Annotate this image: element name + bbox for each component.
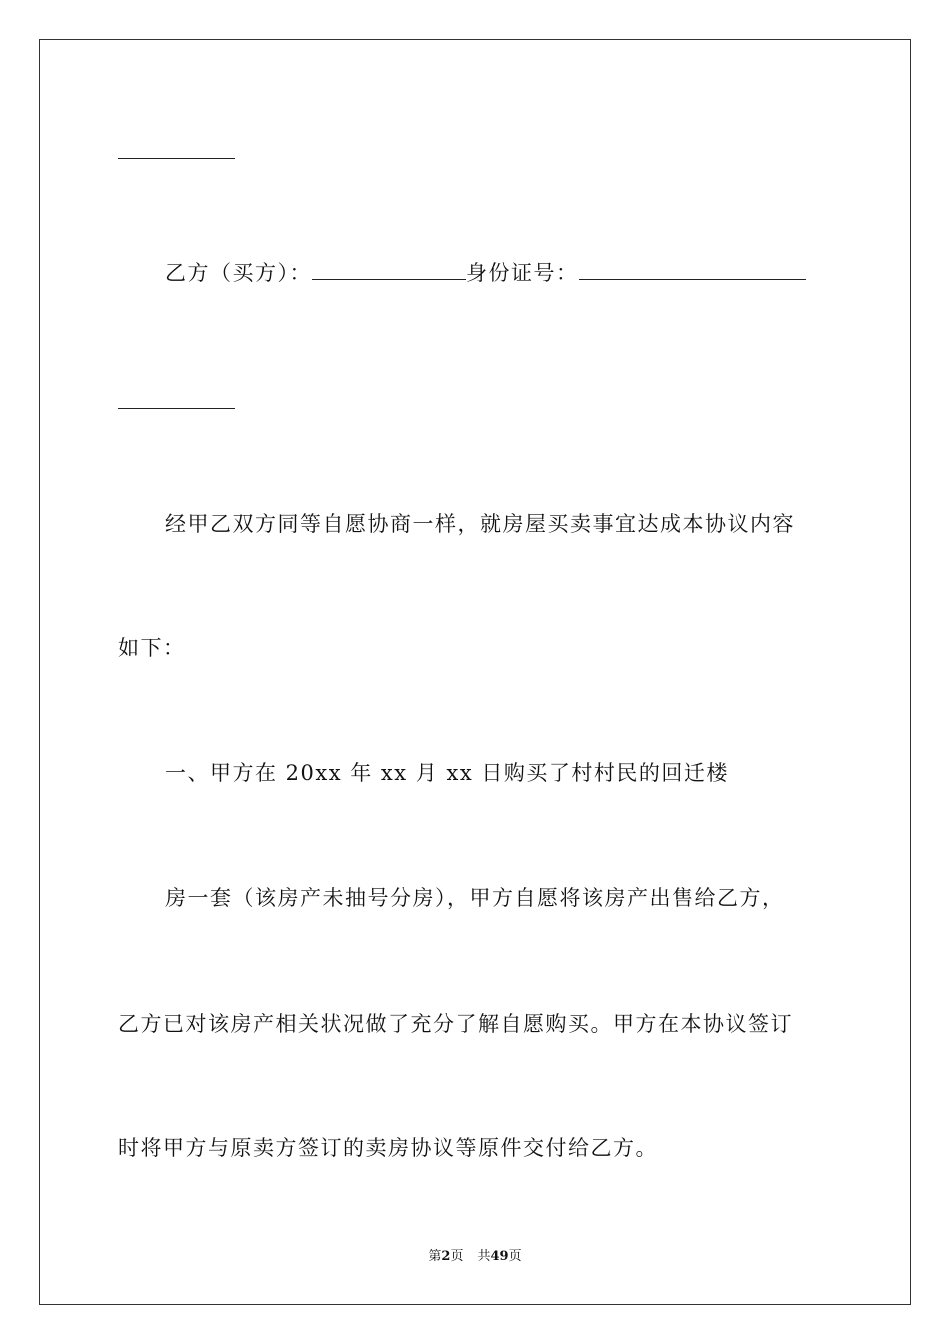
buyer-name-blank[interactable] [312, 259, 466, 280]
blank-underline-continuation-2 [118, 408, 235, 409]
clause1-line-2: 房一套（该房产未抽号分房），甲方自愿将该房产出售给乙方， [165, 886, 785, 910]
clause1-line-1: 一、甲方在 20xx 年 xx 月 xx 日购买了村村民的回迁楼 [165, 761, 729, 785]
blank-underline-continuation-1 [118, 158, 235, 159]
footer-current-page: 2 [441, 1249, 451, 1264]
footer-page-suffix: 页 [450, 1249, 464, 1264]
page-footer [0, 1248, 950, 1266]
footer-total-prefix: 共 [477, 1249, 491, 1264]
clause1-line-3: 乙方已对该房产相关状况做了充分了解自愿购买。甲方在本协议签订 [118, 1012, 793, 1036]
page-border [39, 39, 911, 1305]
intro-paragraph-line-1: 经甲乙双方同等自愿协商一样，就房屋买卖事宜达成本协议内容 [165, 512, 795, 536]
buyer-id-label: 身份证号： [466, 261, 579, 285]
buyer-id-blank[interactable] [579, 259, 806, 280]
clause1-line-4: 时将甲方与原卖方签订的卖房协议等原件交付给乙方。 [118, 1136, 658, 1160]
intro-paragraph-line-2: 如下： [118, 636, 186, 660]
footer-total-pages: 49 [490, 1249, 509, 1264]
footer-page-prefix: 第 [428, 1249, 442, 1264]
buyer-info-line [165, 258, 806, 288]
footer-total-suffix: 页 [508, 1249, 522, 1264]
buyer-party-label: 乙方（买方）： [165, 261, 312, 285]
